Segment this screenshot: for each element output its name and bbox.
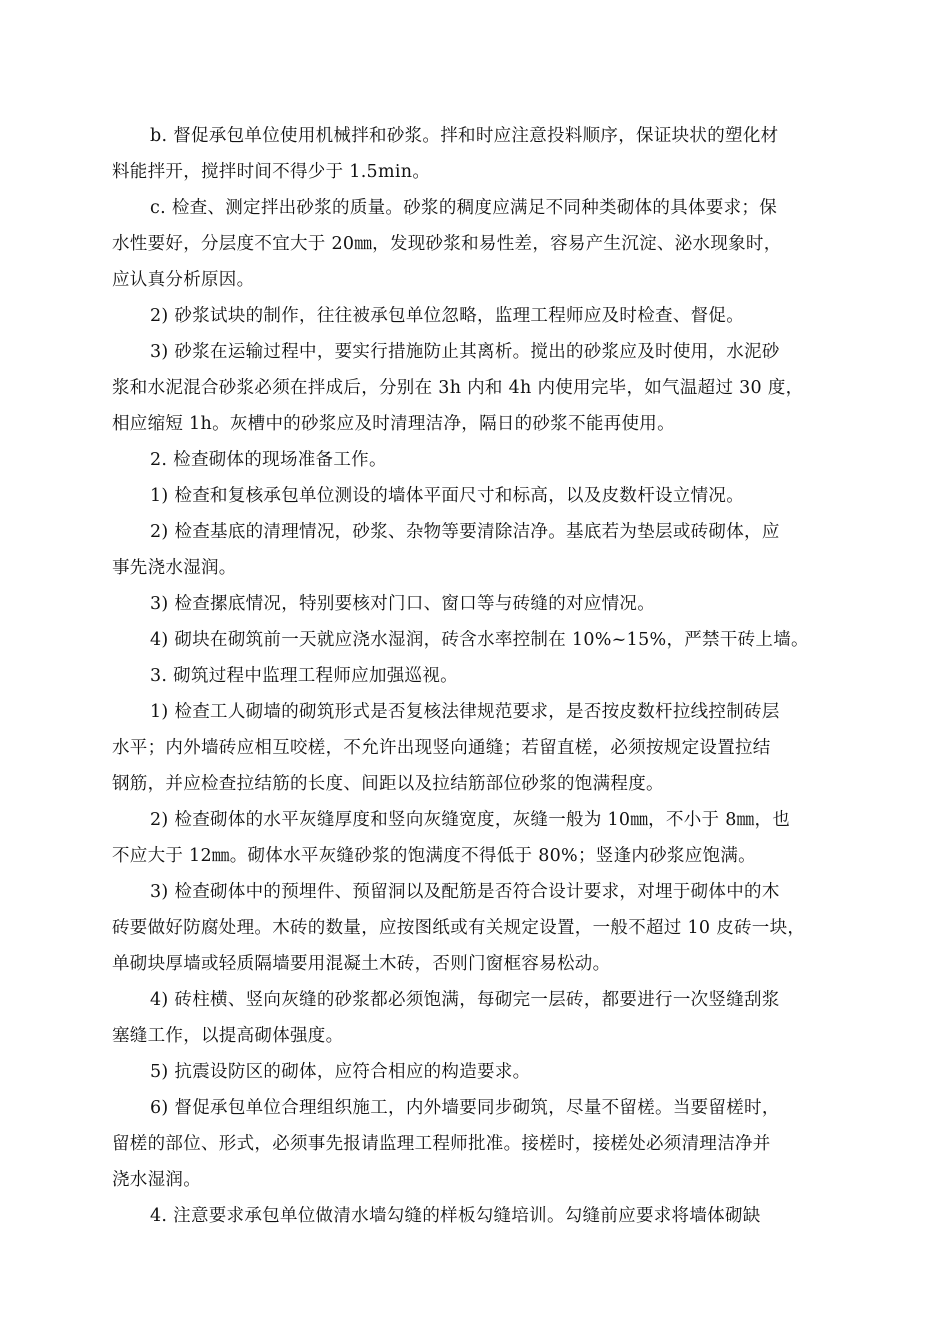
text-line: 单砌块厚墙或轻质隔墙要用混凝土木砖，否则门窗框容易松动。 bbox=[112, 954, 611, 974]
text-line: 浇水湿润。 bbox=[112, 1170, 201, 1190]
text-line: 水平；内外墙砖应相互咬槎，不允许出现竖向通缝；若留直槎，必须按规定设置拉结 bbox=[112, 738, 771, 758]
text-line: b. 督促承包单位使用机械拌和砂浆。拌和时应注意投料顺序，保证块状的塑化材 bbox=[150, 126, 779, 146]
text-line: 3) 砂浆在运输过程中，要实行措施防止其离析。搅出的砂浆应及时使用，水泥砂 bbox=[150, 342, 780, 362]
text-line: 2) 检查基底的清理情况，砂浆、杂物等要清除洁净。基底若为垫层或砖砌体，应 bbox=[150, 522, 780, 542]
text-line: 2. 检查砌体的现场准备工作。 bbox=[150, 450, 387, 470]
text-line: 1) 检查和复核承包单位测设的墙体平面尺寸和标高，以及皮数杆设立情况。 bbox=[150, 486, 745, 506]
text-line: 3. 砌筑过程中监理工程师应加强巡视。 bbox=[150, 666, 458, 686]
text-line: 4. 注意要求承包单位做清水墙勾缝的样板勾缝培训。勾缝前应要求将墙体砌缺 bbox=[150, 1206, 761, 1226]
text-line: 4) 砖柱横、竖向灰缝的砂浆都必须饱满，每砌完一层砖，都要进行一次竖缝刮浆 bbox=[150, 990, 780, 1010]
text-line: 砖要做好防腐处理。木砖的数量，应按图纸或有关规定设置，一般不超过 10 皮砖一块， bbox=[112, 918, 806, 938]
text-line: 不应大于 12㎜。砌体水平灰缝砂浆的饱满度不得低于 80%；竖逢内砂浆应饱满。 bbox=[112, 846, 756, 866]
text-line: 4) 砌块在砌筑前一天就应浇水湿润，砖含水率控制在 10%~15%，严禁干砖上墙。 bbox=[150, 630, 809, 650]
text-line: 3) 检查砌体中的预埋件、预留洞以及配筋是否符合设计要求，对埋于砌体中的木 bbox=[150, 882, 780, 902]
text-line: 水性要好，分层度不宜大于 20㎜，发现砂浆和易性差，容易产生沉淀、泌水现象时， bbox=[112, 234, 782, 254]
text-line: 事先浇水湿润。 bbox=[112, 558, 237, 578]
text-line: 6) 督促承包单位合理组织施工，内外墙要同步砌筑，尽量不留槎。当要留槎时， bbox=[150, 1098, 780, 1118]
text-line: 留槎的部位、形式，必须事先报请监理工程师批准。接槎时，接槎处必须清理洁净并 bbox=[112, 1134, 771, 1154]
text-line: c. 检查、测定拌出砂浆的质量。砂浆的稠度应满足不同种类砌体的具体要求；保 bbox=[150, 198, 778, 218]
text-line: 钢筋，并应检查拉结筋的长度、间距以及拉结筋部位砂浆的饱满程度。 bbox=[112, 774, 664, 794]
text-line: 塞缝工作，以提高砌体强度。 bbox=[112, 1026, 344, 1046]
text-line: 2) 砂浆试块的制作，往往被承包单位忽略，监理工程师应及时检查、督促。 bbox=[150, 306, 745, 326]
text-line: 相应缩短 1h。灰槽中的砂浆应及时清理洁净，隔日的砂浆不能再使用。 bbox=[112, 414, 675, 434]
text-line: 浆和水泥混合砂浆必须在拌成后，分别在 3h 内和 4h 内使用完毕，如气温超过 30 度， bbox=[112, 378, 804, 398]
text-line: 5) 抗震设防区的砌体，应符合相应的构造要求。 bbox=[150, 1062, 531, 1082]
text-line: 料能拌开，搅拌时间不得少于 1.5min。 bbox=[112, 162, 431, 182]
text-line: 1) 检查工人砌墙的砌筑形式是否复核法律规范要求，是否按皮数杆拉线控制砖层 bbox=[150, 702, 780, 722]
text-line: 2) 检查砌体的水平灰缝厚度和竖向灰缝宽度，灰缝一般为 10㎜，不小于 8㎜，也 bbox=[150, 810, 791, 830]
text-line: 应认真分析原因。 bbox=[112, 270, 255, 290]
text-line: 3) 检查摞底情况，特别要核对门口、窗口等与砖缝的对应情况。 bbox=[150, 594, 656, 614]
